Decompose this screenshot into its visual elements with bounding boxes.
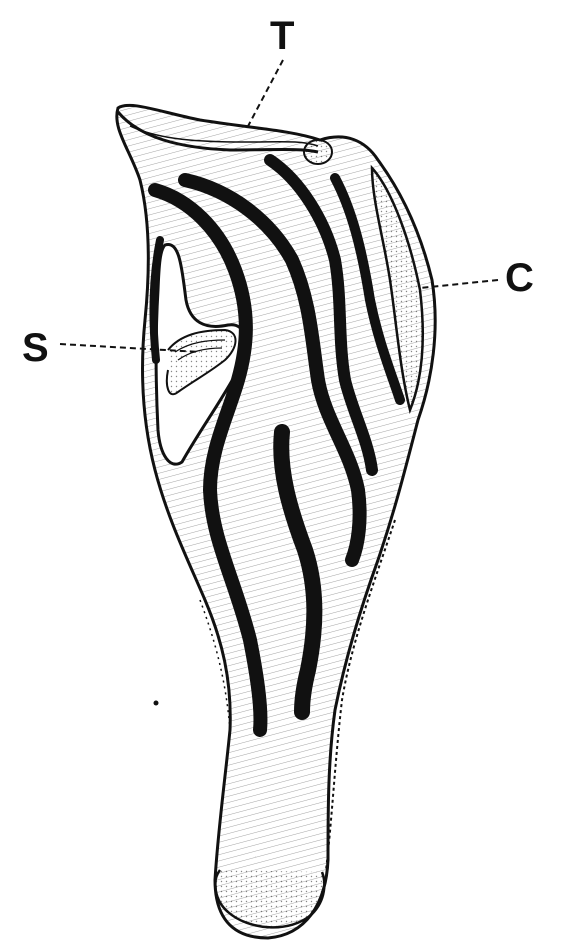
- top-knob: [304, 140, 332, 164]
- label-t: T: [270, 14, 295, 58]
- label-c: C: [505, 256, 534, 300]
- stray-dot: [154, 701, 159, 706]
- label-s: S: [22, 326, 49, 370]
- leader-line-t: [246, 60, 283, 130]
